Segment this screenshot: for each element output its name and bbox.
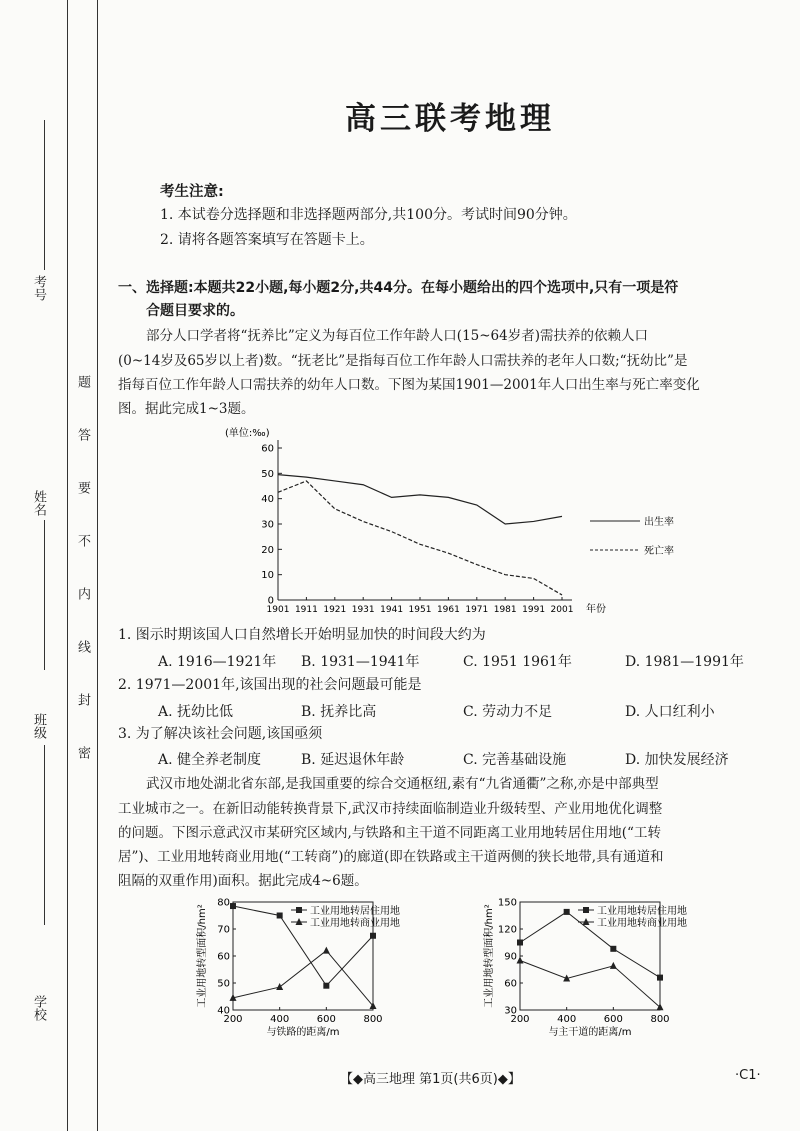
legend-marker <box>296 907 302 913</box>
data-point-square <box>323 983 329 989</box>
question-3-stem: 3. 为了解决该社会问题,该国亟须 <box>118 726 323 742</box>
page-footer: 【◆高三地理 第1页(共6页)◆】 <box>340 1072 521 1087</box>
question-1-option-b[interactable]: B. 1931—1941年 <box>301 654 420 670</box>
x-tick-label: 800 <box>650 1014 670 1025</box>
legend-label: 出生率 <box>644 517 674 528</box>
legend-label: 工业用地转商业用地 <box>597 918 687 929</box>
x-axis-label: 年份 <box>586 604 606 615</box>
class-blank <box>44 745 45 925</box>
question-3-option-b[interactable]: B. 延迟退休年龄 <box>301 752 405 768</box>
seal-char: 答 <box>75 428 90 441</box>
road-distance-chart <box>472 892 752 1042</box>
notice-heading: 考生注意: <box>160 184 224 200</box>
data-point-square <box>517 940 523 946</box>
railway-distance-chart <box>185 892 465 1042</box>
x-tick-label: 1921 <box>323 605 347 615</box>
seal-char: 封 <box>75 693 90 706</box>
y-tick-label: 50 <box>261 468 274 480</box>
name-blank <box>44 520 45 670</box>
y-tick-label: 50 <box>217 978 230 990</box>
passage-line: 的问题。下图示意武汉市某研究区域内,与铁路和主干道不同距离工业用地转居住用地(“工转 <box>118 825 661 841</box>
data-point-square <box>610 946 616 952</box>
y-tick-label: 10 <box>261 570 274 582</box>
question-2-option-d[interactable]: D. 人口红利小 <box>625 704 715 720</box>
exam-no-blank <box>44 120 45 270</box>
seal-char: 题 <box>75 375 90 388</box>
series-line-commercial <box>520 961 660 1008</box>
x-tick-label: 600 <box>316 1014 336 1025</box>
y-tick-label: 60 <box>261 443 274 455</box>
x-tick-label: 1941 <box>380 605 404 615</box>
question-2-stem: 2. 1971—2001年,该国出现的社会问题最可能是 <box>118 677 422 693</box>
x-tick-label: 200 <box>510 1014 530 1025</box>
y-tick-label: 90 <box>504 951 517 963</box>
passage-line: 武汉市地处湖北省东部,是我国重要的综合交通枢纽,素有“九省通衢”之称,亦是中部典型 <box>146 776 659 792</box>
class-label: 班级 <box>31 713 46 739</box>
x-axis-label: 与铁路的距离/m <box>266 1027 340 1038</box>
x-tick-label: 1931 <box>351 605 375 615</box>
passage-line: 阻隔的双重作用)面积。据此完成4~6题。 <box>118 873 368 889</box>
page-title: 高三联考地理 <box>345 101 555 137</box>
passage-line: 工业城市之一。在新旧动能转换背景下,武汉市持续面临制造业升级转型、产业用地优化调整 <box>118 801 663 817</box>
x-tick-label: 1911 <box>294 605 318 615</box>
question-2-option-b[interactable]: B. 抚养比高 <box>301 704 377 720</box>
x-tick-label: 1961 <box>436 605 460 615</box>
notice-item: 2. 请将各题答案填写在答题卡上。 <box>160 232 374 248</box>
x-axis-label: 与主干道的距离/m <box>548 1027 632 1038</box>
legend-label: 工业用地转居住用地 <box>310 906 400 917</box>
seal-char: 要 <box>75 481 90 494</box>
y-tick-label: 120 <box>497 924 517 936</box>
x-tick-label: 400 <box>557 1014 577 1025</box>
data-point-triangle <box>276 983 283 990</box>
x-tick-label: 2001 <box>550 605 574 615</box>
data-point-square <box>230 903 236 909</box>
x-tick-label: 800 <box>363 1014 383 1025</box>
legend-label: 工业用地转居住用地 <box>597 906 687 917</box>
data-point-triangle <box>517 957 524 964</box>
question-1-stem: 1. 图示时期该国人口自然增长开始明显加快的时间段大约为 <box>118 627 486 643</box>
y-tick-label: 30 <box>261 519 274 531</box>
question-2-option-c[interactable]: C. 劳动力不足 <box>463 704 553 720</box>
series-line-birth-rate <box>278 475 562 524</box>
page-code: ·C1· <box>735 1068 761 1083</box>
passage-line: (0~14岁及65岁以上者)数。“抚老比”是指每百位工作年龄人口需扶养的老年人口数;“抚幼比”是 <box>118 353 688 369</box>
y-axis-label: 工业用地转型面积/hm² <box>197 904 208 1008</box>
y-tick-label: 80 <box>217 897 230 909</box>
x-tick-label: 1981 <box>493 605 517 615</box>
seal-char: 线 <box>75 640 90 653</box>
y-tick-label: 60 <box>504 978 517 990</box>
passage-line: 图。据此完成1~3题。 <box>118 401 255 417</box>
school-label: 学校 <box>31 995 46 1021</box>
exam-no-label: 考号 <box>31 275 46 301</box>
seal-char: 密 <box>75 746 90 759</box>
data-point-square <box>277 913 283 919</box>
y-tick-label: 60 <box>217 951 230 963</box>
y-tick-label: 70 <box>217 924 230 936</box>
passage-line: 居”)、工业用地转商业用地(“工转商”)的廊道(即在铁路或主干道两侧的狭长地带,具有通道和 <box>118 849 664 865</box>
notice-item: 1. 本试卷分选择题和非选择题两部分,共100分。考试时间90分钟。 <box>160 207 577 223</box>
binding-line-right <box>97 0 98 1131</box>
question-1-option-a[interactable]: A. 1916—1921年 <box>158 654 277 670</box>
x-tick-label: 1901 <box>266 605 290 615</box>
x-tick-label: 600 <box>603 1014 623 1025</box>
legend-label: 死亡率 <box>644 546 674 557</box>
binding-line-left <box>67 0 68 1131</box>
data-point-square <box>370 933 376 939</box>
passage-line: 指每百位工作年龄人口需扶养的幼年人口数。下图为某国1901—2001年人口出生率与死亡率变化 <box>118 377 700 393</box>
x-tick-label: 200 <box>223 1014 243 1025</box>
y-tick-label: 40 <box>261 494 274 506</box>
x-tick-label: 1951 <box>408 605 432 615</box>
x-tick-label: 400 <box>270 1014 290 1025</box>
y-tick-label: 30 <box>504 1005 517 1017</box>
section-heading: 一、选择题:本题共22小题,每小题2分,共44分。在每小题给出的四个选项中,只有一项是符 <box>118 280 679 296</box>
y-tick-label: 20 <box>261 544 274 556</box>
question-3-option-d[interactable]: D. 加快发展经济 <box>625 752 729 768</box>
y-tick-label: 0 <box>267 595 274 607</box>
chart1-unit-label: (单位:‰) <box>225 428 270 439</box>
data-point-triangle <box>610 962 617 969</box>
legend-marker <box>583 907 589 913</box>
question-1-option-d[interactable]: D. 1981—1991年 <box>625 654 744 670</box>
question-3-option-a[interactable]: A. 健全养老制度 <box>158 752 262 768</box>
y-axis-label: 工业用地转型面积/hm² <box>484 904 495 1008</box>
seal-char: 不 <box>75 534 90 547</box>
section-heading-cont: 合题目要求的。 <box>146 303 244 319</box>
question-3-option-c[interactable]: C. 完善基础设施 <box>463 752 567 768</box>
seal-char: 内 <box>75 587 90 600</box>
question-2-option-a[interactable]: A. 抚幼比低 <box>158 704 234 720</box>
legend-label: 工业用地转商业用地 <box>310 918 400 929</box>
data-point-triangle <box>657 1003 664 1010</box>
name-label: 姓名 <box>31 490 46 516</box>
data-point-square <box>657 975 663 981</box>
question-1-option-c[interactable]: C. 1951 1961年 <box>463 654 572 670</box>
y-tick-label: 40 <box>217 1005 230 1017</box>
birth-death-rate-chart <box>210 422 690 622</box>
y-tick-label: 150 <box>497 897 517 909</box>
passage-line: 部分人口学者将“抚养比”定义为每百位工作年龄人口(15~64岁者)需扶养的依赖人口 <box>146 328 649 344</box>
data-point-square <box>564 909 570 915</box>
x-tick-label: 1991 <box>522 605 546 615</box>
x-tick-label: 1971 <box>465 605 489 615</box>
series-line-death-rate <box>278 481 562 595</box>
data-point-triangle <box>323 947 330 954</box>
